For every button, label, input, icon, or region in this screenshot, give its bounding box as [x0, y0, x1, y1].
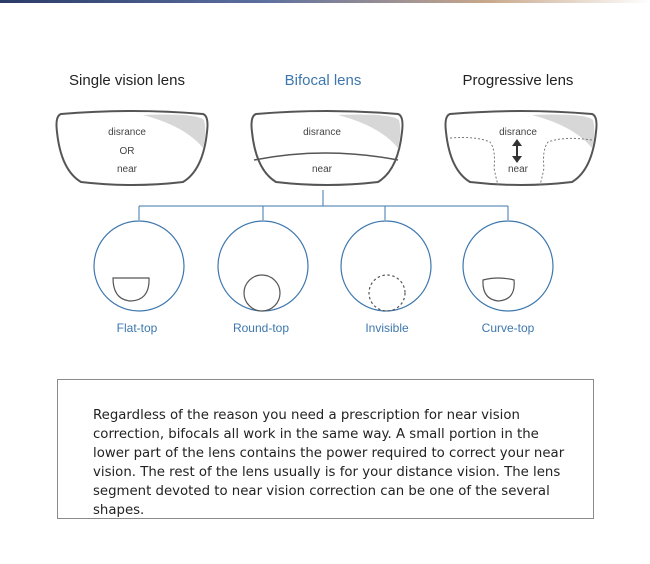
flat-top-label: Flat-top — [116, 321, 158, 335]
description-text: Regardless of the reason you need a prescription for near vision correction, bifocals all work in the same way. A small portion in the lower part of the lens contains the power required to correct your near vision. The rest of the lens usually is for your distance vision. The lens segment devoted to near vision correction can be one of the several shapes. — [93, 408, 565, 518]
single-vision-title: Single vision lens — [69, 72, 185, 89]
progressive-distance-label: disrance — [499, 127, 537, 138]
bifocal-title: Bifocal lens — [284, 72, 362, 89]
single-vision-lens — [57, 111, 208, 185]
bifocal-near-label: near — [311, 164, 333, 175]
segment-invisible — [341, 221, 431, 335]
round-top-label: Round-top — [232, 321, 290, 335]
segment-curve-top — [463, 221, 553, 335]
invisible-label: Invisible — [365, 321, 409, 335]
single-near-label: near — [116, 164, 138, 175]
single-or-label: OR — [119, 146, 135, 157]
progressive-lens — [446, 111, 597, 185]
segment-round-top — [218, 221, 308, 335]
segment-flat-top — [94, 221, 184, 335]
progressive-title: Progressive lens — [462, 72, 574, 89]
bifocal-lens — [252, 111, 403, 185]
bifocal-distance-label: disrance — [303, 127, 341, 138]
curve-top-label: Curve-top — [481, 321, 535, 335]
progressive-near-label: near — [507, 164, 529, 175]
description-box — [57, 379, 594, 519]
round-top-segment-shape — [244, 275, 280, 311]
single-distance-label: disrance — [108, 127, 146, 138]
connector-lines — [139, 190, 508, 220]
